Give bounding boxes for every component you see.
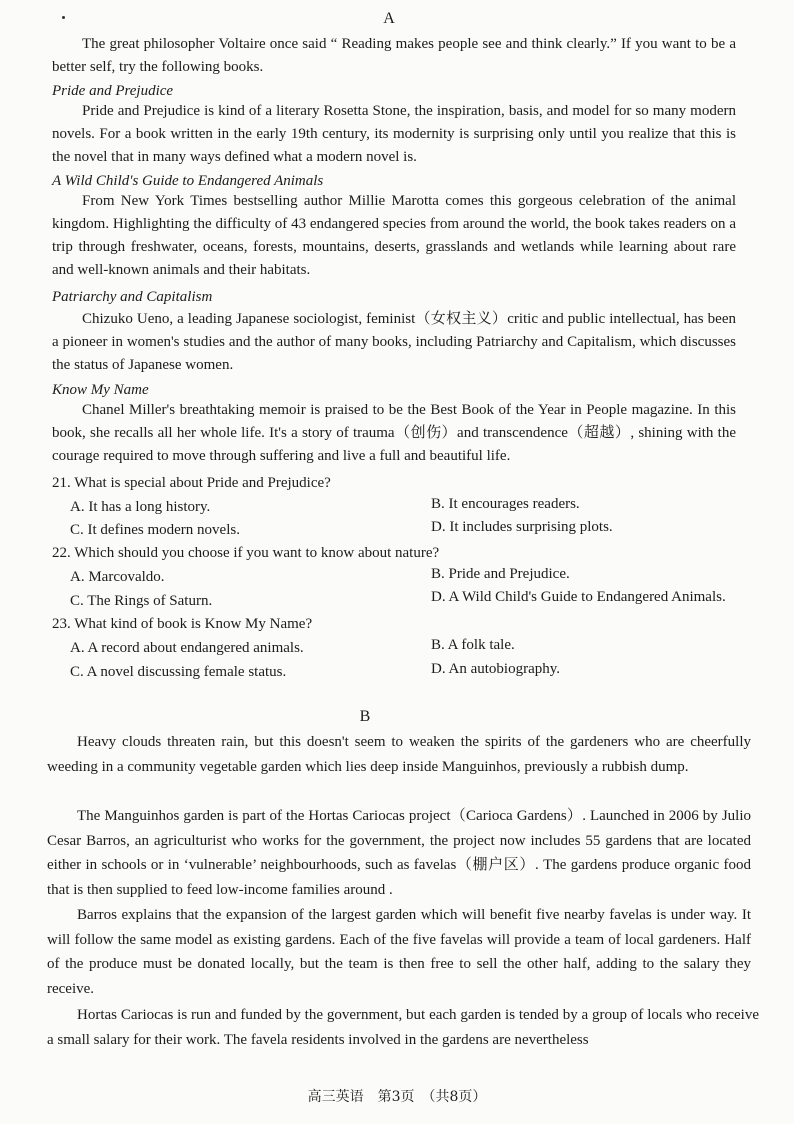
option-22c[interactable]: C. The Rings of Saturn. — [70, 593, 213, 609]
book-heading-1: Pride and Prejudice — [52, 83, 174, 99]
scan-speck — [62, 16, 65, 19]
book-description-1: Pride and Prejudice is kind of a literary Rosetta Stone, the inspiration, basis, and model for so many modern novels. For a book written in the early 19th century, its modernity is surprising only until you realize that this is the novel that in many ways defined what a modern novel is. — [52, 103, 736, 165]
section-b-paragraph-4: Hortas Cariocas is run and funded by the government, but each garden is tended by a group of locals who receive a small salary for their work. The favela residents involved in the gardens are nevertheless — [47, 1007, 759, 1048]
section-b-title: B — [359, 708, 371, 725]
question-22: 22. Which should you choose if you want to know about nature? — [52, 545, 440, 561]
option-23b[interactable]: B. A folk tale. — [431, 637, 515, 653]
option-21d[interactable]: D. It includes surprising plots. — [431, 519, 613, 535]
section-b-paragraph-1: Heavy clouds threaten rain, but this doesn't seem to weaken the spirits of the gardeners who are cheerfully weeding in a community vegetable garden which lies deep inside Manguinhos, previously a rubbish dump. — [47, 734, 751, 775]
option-22d[interactable]: D. A Wild Child's Guide to Endangered Animals. — [431, 589, 726, 605]
section-b-paragraph-2: The Manguinhos garden is part of the Hortas Cariocas project（Carioca Gardens）. Launched in 2006 by Julio Cesar Barros, an agriculturist who works for the government, the project now includes 55 gardens that are located either in schools or in ‘vulnerable’ neighbourhoods, such as favelas（棚户区）. The gardens produce organic food that is then supplied to feed low-income families around . — [47, 808, 751, 898]
book-heading-2: A Wild Child's Guide to Endangered Animals — [52, 173, 324, 189]
option-22b[interactable]: B. Pride and Prejudice. — [431, 566, 570, 582]
question-23: 23. What kind of book is Know My Name? — [52, 616, 313, 632]
section-a-title: A — [383, 10, 395, 27]
option-21c[interactable]: C. It defines modern novels. — [70, 522, 240, 538]
section-b-paragraph-3: Barros explains that the expansion of the largest garden which will benefit five nearby favelas is under way. It will follow the same model as existing gardens. Each of the five favelas will provide a team of local gardeners. Half of the produce must be donated locally, but the team is then free to sell the other half, adding to the salary they receive. — [47, 907, 751, 997]
book-description-3: Chizuko Ueno, a leading Japanese sociologist, feminist（女权主义）critic and public intellectual, has been a pioneer in women's studies and the author of many books, including Patriarchy and Capitalism, which discusses the status of Japanese women. — [52, 311, 736, 373]
book-heading-4: Know My Name — [52, 382, 149, 398]
option-23a[interactable]: A. A record about endangered animals. — [70, 640, 304, 656]
section-a-intro: The great philosopher Voltaire once said “ Reading makes people see and think clearly.” If you want to be a better self, try the following books. — [52, 36, 736, 75]
option-22a[interactable]: A. Marcovaldo. — [70, 569, 165, 585]
option-21a[interactable]: A. It has a long history. — [70, 499, 211, 515]
question-21: 21. What is special about Pride and Prejudice? — [52, 475, 331, 491]
book-heading-3: Patriarchy and Capitalism — [52, 289, 213, 305]
book-description-2: From New York Times bestselling author Millie Marotta comes this gorgeous celebration of the animal kingdom. Highlighting the difficulty of 43 endangered species from around the world, the book takes readers on a trip through freshwater, oceans, forests, mountains, deserts, grasslands and wetlands while learning about rare and well-known animals and their habitats. — [52, 193, 736, 278]
option-23d[interactable]: D. An autobiography. — [431, 661, 561, 677]
option-21b[interactable]: B. It encourages readers. — [431, 496, 580, 512]
option-23c[interactable]: C. A novel discussing female status. — [70, 664, 287, 680]
page-footer: 高三英语 第3页 （共8页） — [307, 1089, 487, 1105]
book-description-4: Chanel Miller's breathtaking memoir is praised to be the Best Book of the Year in People magazine. In this book, she recalls all her whole life. It's a story of trauma（创伤）and transcendence（超越）, shining with the courage required to move through suffering and live a full and beautiful life. — [52, 402, 736, 464]
